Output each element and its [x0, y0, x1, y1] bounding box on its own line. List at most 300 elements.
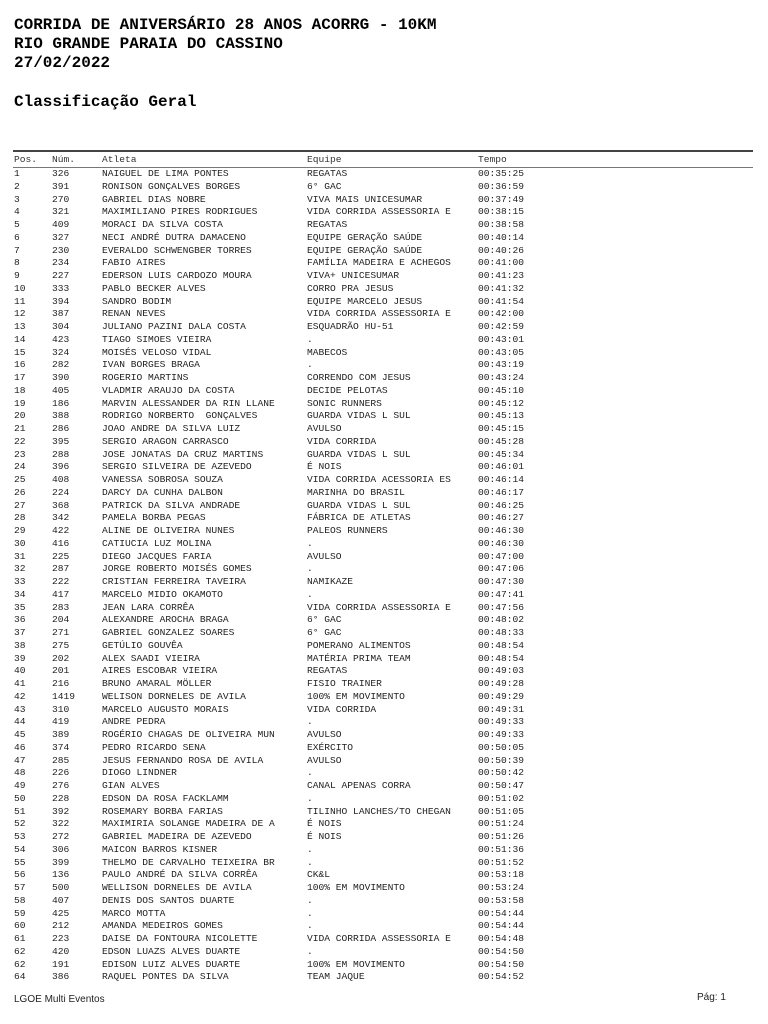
cell-number: 391	[52, 180, 70, 192]
cell-team: FISIO TRAINER	[307, 678, 382, 689]
cell-time: 00:48:33	[478, 627, 525, 638]
cell-number: 419	[52, 716, 70, 728]
cell-athlete: TIAGO SIMOES VIEIRA	[102, 333, 212, 345]
cell-number: 409	[52, 219, 70, 230]
cell-athlete: ALINE DE OLIVEIRA NUNES	[102, 525, 235, 536]
cell-time: 00:50:42	[478, 767, 525, 779]
cell-team: .	[307, 359, 313, 371]
cell-number: 420	[52, 945, 70, 957]
cell-athlete: PABLO BECKER ALVES	[102, 282, 206, 294]
table-row	[14, 461, 754, 474]
cell-team: EXÉRCITO	[307, 741, 354, 753]
cell-time: 00:46:30	[478, 537, 525, 549]
cell-time: 00:41:32	[478, 282, 525, 294]
cell-position: 50	[14, 792, 26, 804]
cell-position: 30	[14, 537, 26, 549]
cell-team: EQUIPE GERAÇÃO SAÚDE	[307, 231, 423, 243]
cell-team: ESQUADRÃO HU-51	[307, 321, 394, 332]
cell-time: 00:54:52	[478, 971, 525, 983]
table-row	[14, 334, 754, 347]
table-row	[14, 857, 754, 870]
cell-team: .	[307, 792, 313, 804]
cell-position: 35	[14, 601, 26, 613]
cell-position: 16	[14, 359, 26, 371]
cell-position: 24	[14, 461, 26, 473]
cell-team: MARINHA DO BRASIL	[307, 486, 405, 498]
cell-team: VIDA CORRIDA ASSESSORIA E	[307, 601, 451, 613]
footer-organizer: LGOE Multi Eventos	[14, 994, 105, 1005]
cell-position: 21	[14, 423, 26, 434]
cell-team: TILINHO LANCHES/TO CHEGAN	[307, 805, 451, 817]
cell-athlete: WELISON DORNELES DE AVILA	[102, 690, 246, 702]
table-row	[14, 614, 754, 627]
cell-team: 100% EM MOVIMENTO	[307, 690, 405, 702]
cell-athlete: WELLISON DORNELES DE AVILA	[102, 882, 252, 893]
cell-team: .	[307, 588, 313, 600]
cell-number: 342	[52, 512, 70, 524]
cell-team: AVULSO	[307, 754, 342, 766]
cell-team: VIDA CORRIDA ACESSORIA ES	[307, 474, 451, 485]
cell-athlete: JULIANO PAZINI DALA COSTA	[102, 321, 246, 332]
cell-number: 287	[52, 563, 70, 575]
cell-athlete: AIRES ESCOBAR VIEIRA	[102, 665, 218, 677]
cell-position: 5	[14, 219, 20, 230]
table-row	[14, 525, 754, 538]
cell-position: 7	[14, 244, 20, 256]
cell-team: .	[307, 894, 313, 906]
table-row	[14, 665, 754, 678]
event-date: 27/02/2022	[14, 54, 111, 72]
cell-team: NAMIKAZE	[307, 576, 354, 587]
cell-time: 00:40:26	[478, 244, 525, 256]
table-row	[14, 436, 754, 449]
cell-position: 1	[14, 168, 20, 179]
cell-number: 416	[52, 537, 70, 549]
cell-athlete: ROGERIO MARTINS	[102, 372, 189, 383]
cell-athlete: VANESSA SOBROSA SOUZA	[102, 474, 223, 485]
results-table	[14, 152, 754, 984]
cell-team: .	[307, 843, 313, 855]
cell-position: 6	[14, 231, 20, 243]
cell-athlete: MARCELO MIDIO OKAMOTO	[102, 588, 223, 600]
cell-time: 00:51:05	[478, 805, 525, 817]
cell-team: GUARDA VIDAS L SUL	[307, 499, 411, 511]
cell-time: 00:54:44	[478, 907, 525, 919]
table-row	[14, 767, 754, 780]
table-row	[14, 716, 754, 729]
cell-team: 6° GAC	[307, 614, 342, 626]
cell-time: 00:46:27	[478, 512, 525, 524]
cell-number: 283	[52, 601, 70, 613]
table-row	[14, 194, 754, 207]
table-row	[14, 640, 754, 653]
cell-position: 48	[14, 767, 26, 779]
cell-time: 00:53:18	[478, 869, 525, 881]
table-row	[14, 245, 754, 258]
cell-time: 00:51:36	[478, 843, 525, 855]
cell-number: 228	[52, 792, 70, 804]
cell-position: 26	[14, 486, 26, 498]
table-row	[14, 882, 754, 895]
cell-athlete: VLADMIR ARAUJO DA COSTA	[102, 384, 235, 396]
cell-number: 333	[52, 282, 70, 294]
cell-number: 271	[52, 627, 70, 638]
cell-team: .	[307, 767, 313, 779]
table-row	[14, 844, 754, 857]
column-header-position: Pos.	[14, 154, 38, 165]
table-row	[14, 895, 754, 908]
cell-position: 10	[14, 282, 26, 294]
cell-time: 00:47:41	[478, 588, 525, 600]
cell-team: CANAL APENAS CORRA	[307, 780, 411, 791]
cell-athlete: NECI ANDRÉ DUTRA DAMACENO	[102, 231, 246, 243]
cell-team: TEAM JAQUE	[307, 971, 365, 983]
cell-team: GUARDA VIDAS L SUL	[307, 448, 411, 460]
table-row	[14, 933, 754, 946]
cell-number: 212	[52, 920, 70, 932]
cell-position: 51	[14, 805, 26, 817]
cell-number: 1419	[52, 690, 76, 702]
cell-time: 00:45:15	[478, 423, 525, 434]
table-row	[14, 512, 754, 525]
cell-time: 00:46:25	[478, 499, 525, 511]
column-header-team: Equipe	[307, 154, 342, 165]
cell-athlete: GIAN ALVES	[102, 780, 160, 791]
cell-athlete: SANDRO BODIM	[102, 295, 172, 307]
cell-team: AVULSO	[307, 550, 342, 562]
cell-team: VIDA CORRIDA	[307, 435, 377, 447]
cell-team: PALEOS RUNNERS	[307, 525, 388, 536]
cell-athlete: MORACI DA SILVA COSTA	[102, 219, 223, 230]
cell-number: 422	[52, 525, 70, 536]
cell-time: 00:43:19	[478, 359, 525, 371]
table-row	[14, 321, 754, 334]
cell-number: 322	[52, 818, 70, 830]
cell-time: 00:54:48	[478, 933, 525, 944]
table-row	[14, 869, 754, 882]
cell-position: 62	[14, 945, 26, 957]
cell-team: POMERANO ALIMENTOS	[307, 639, 411, 651]
cell-athlete: ALEX SAADI VIEIRA	[102, 652, 200, 664]
cell-team: REGATAS	[307, 168, 348, 179]
cell-number: 388	[52, 410, 70, 422]
cell-time: 00:46:17	[478, 486, 525, 498]
cell-position: 18	[14, 384, 26, 396]
cell-time: 00:43:01	[478, 333, 525, 345]
cell-time: 00:45:10	[478, 384, 525, 396]
cell-number: 276	[52, 780, 70, 791]
cell-number: 288	[52, 448, 70, 460]
table-row	[14, 678, 754, 691]
cell-team: VIVA MAIS UNICESUMAR	[307, 193, 423, 205]
cell-team: CK&L	[307, 869, 331, 881]
cell-time: 00:48:02	[478, 614, 525, 626]
cell-team: .	[307, 537, 313, 549]
cell-position: 38	[14, 639, 26, 651]
cell-number: 310	[52, 703, 70, 715]
cell-athlete: FABIO AIRES	[102, 257, 166, 269]
table-row	[14, 971, 754, 984]
table-row	[14, 500, 754, 513]
cell-time: 00:37:49	[478, 193, 525, 205]
cell-position: 13	[14, 321, 26, 332]
cell-time: 00:43:24	[478, 372, 525, 383]
cell-number: 389	[52, 729, 70, 740]
cell-athlete: MOISÉS VELOSO VIDAL	[102, 346, 212, 358]
cell-time: 00:47:00	[478, 550, 525, 562]
table-row	[14, 589, 754, 602]
cell-time: 00:50:47	[478, 780, 525, 791]
cell-team: .	[307, 716, 313, 728]
table-row	[14, 831, 754, 844]
cell-time: 00:54:44	[478, 920, 525, 932]
cell-athlete: MAICON BARROS KISNER	[102, 843, 218, 855]
cell-number: 321	[52, 206, 70, 218]
table-row	[14, 347, 754, 360]
cell-position: 62	[14, 958, 26, 970]
cell-athlete: AMANDA MEDEIROS GOMES	[102, 920, 223, 932]
cell-position: 64	[14, 971, 26, 983]
cell-time: 00:49:33	[478, 729, 525, 740]
cell-position: 36	[14, 614, 26, 626]
cell-number: 407	[52, 894, 70, 906]
cell-team: AVULSO	[307, 729, 342, 740]
cell-number: 395	[52, 435, 70, 447]
table-row	[14, 946, 754, 959]
cell-team: REGATAS	[307, 219, 348, 230]
cell-position: 27	[14, 499, 26, 511]
cell-time: 00:46:14	[478, 474, 525, 485]
cell-number: 222	[52, 576, 70, 587]
table-row	[14, 780, 754, 793]
column-header-number: Núm.	[52, 154, 76, 165]
cell-number: 423	[52, 333, 70, 345]
cell-team: .	[307, 563, 313, 575]
cell-athlete: PATRICK DA SILVA ANDRADE	[102, 499, 241, 511]
cell-time: 00:46:01	[478, 461, 525, 473]
cell-time: 00:47:30	[478, 576, 525, 587]
table-row	[14, 627, 754, 640]
cell-athlete: PAMELA BORBA PEGAS	[102, 512, 206, 524]
cell-position: 15	[14, 346, 26, 358]
cell-athlete: EDSON DA ROSA FACKLAMM	[102, 792, 229, 804]
cell-number: 282	[52, 359, 70, 371]
cell-athlete: DIEGO JACQUES FARIA	[102, 550, 212, 562]
cell-position: 3	[14, 193, 20, 205]
cell-number: 225	[52, 550, 70, 562]
cell-position: 32	[14, 563, 26, 575]
table-row	[14, 755, 754, 768]
cell-team: .	[307, 920, 313, 932]
cell-athlete: DAISE DA FONTOURA NICOLETTE	[102, 933, 258, 944]
cell-athlete: DIOGO LINDNER	[102, 767, 177, 779]
cell-athlete: RAQUEL PONTES DA SILVA	[102, 971, 229, 983]
cell-position: 8	[14, 257, 20, 269]
table-row	[14, 538, 754, 551]
cell-athlete: GABRIEL MADEIRA DE AZEVEDO	[102, 831, 252, 842]
table-row	[14, 423, 754, 436]
cell-time: 00:50:05	[478, 741, 525, 753]
cell-position: 57	[14, 882, 26, 893]
cell-time: 00:45:13	[478, 410, 525, 422]
cell-athlete: RODRIGO NORBERTO GONÇALVES	[102, 410, 258, 422]
cell-number: 234	[52, 257, 70, 269]
cell-team: .	[307, 945, 313, 957]
table-row	[14, 551, 754, 564]
cell-time: 00:53:58	[478, 894, 525, 906]
cell-time: 00:47:06	[478, 563, 525, 575]
cell-team: É NOIS	[307, 818, 342, 830]
cell-number: 136	[52, 869, 70, 881]
cell-position: 4	[14, 206, 20, 218]
cell-position: 34	[14, 588, 26, 600]
cell-position: 14	[14, 333, 26, 345]
cell-number: 394	[52, 295, 70, 307]
cell-time: 00:49:33	[478, 716, 525, 728]
cell-time: 00:45:34	[478, 448, 525, 460]
cell-athlete: EDERSON LUIS CARDOZO MOURA	[102, 270, 252, 281]
cell-team: VIVA+ UNICESUMAR	[307, 270, 400, 281]
cell-athlete: MAXIMILIANO PIRES RODRIGUES	[102, 206, 258, 218]
cell-position: 20	[14, 410, 26, 422]
cell-athlete: MAXIMIRIA SOLANGE MADEIRA DE A	[102, 818, 275, 830]
cell-position: 52	[14, 818, 26, 830]
cell-team: EQUIPE MARCELO JESUS	[307, 295, 423, 307]
cell-position: 22	[14, 435, 26, 447]
cell-number: 201	[52, 665, 70, 677]
event-title: CORRIDA DE ANIVERSÁRIO 28 ANOS ACORRG - 10KM	[14, 16, 437, 34]
cell-number: 390	[52, 372, 70, 383]
table-row	[14, 257, 754, 270]
cell-number: 326	[52, 168, 70, 179]
cell-position: 53	[14, 831, 26, 842]
cell-athlete: CATIUCIA LUZ MOLINA	[102, 537, 212, 549]
cell-position: 46	[14, 741, 26, 753]
event-location: RIO GRANDE PARAIA DO CASSINO	[14, 35, 283, 53]
cell-time: 00:51:02	[478, 792, 525, 804]
cell-athlete: CRISTIAN FERREIRA TAVEIRA	[102, 576, 246, 587]
cell-athlete: MARVIN ALESSANDER DA RIN LLANE	[102, 397, 275, 409]
table-row	[14, 742, 754, 755]
cell-team: .	[307, 856, 313, 868]
cell-athlete: SERGIO SILVEIRA DE AZEVEDO	[102, 461, 252, 473]
cell-athlete: JESUS FERNANDO ROSA DE AVILA	[102, 754, 264, 766]
cell-number: 186	[52, 397, 70, 409]
cell-time: 00:49:31	[478, 703, 525, 715]
cell-position: 9	[14, 270, 20, 281]
cell-number: 500	[52, 882, 70, 893]
cell-time: 00:51:26	[478, 831, 525, 842]
table-row	[14, 474, 754, 487]
cell-number: 392	[52, 805, 70, 817]
cell-number: 223	[52, 933, 70, 944]
table-row	[14, 168, 754, 181]
cell-position: 39	[14, 652, 26, 664]
cell-time: 00:48:54	[478, 639, 525, 651]
cell-time: 00:54:50	[478, 958, 525, 970]
cell-time: 00:36:59	[478, 180, 525, 192]
cell-position: 19	[14, 397, 26, 409]
cell-position: 44	[14, 716, 26, 728]
table-row	[14, 410, 754, 423]
cell-athlete: NAIGUEL DE LIMA PONTES	[102, 168, 229, 179]
table-row	[14, 920, 754, 933]
cell-athlete: MARCELO AUGUSTO MORAIS	[102, 703, 229, 715]
table-row	[14, 449, 754, 462]
cell-position: 37	[14, 627, 26, 638]
cell-number: 226	[52, 767, 70, 779]
column-header-athlete: Atleta	[102, 154, 137, 165]
cell-position: 61	[14, 933, 26, 944]
cell-time: 00:49:29	[478, 690, 525, 702]
cell-athlete: GABRIEL DIAS NOBRE	[102, 193, 206, 205]
table-row	[14, 818, 754, 831]
cell-number: 202	[52, 652, 70, 664]
cell-team: MABECOS	[307, 346, 348, 358]
cell-position: 31	[14, 550, 26, 562]
cell-number: 425	[52, 907, 70, 919]
cell-athlete: PEDRO RICARDO SENA	[102, 741, 206, 753]
cell-position: 54	[14, 843, 26, 855]
cell-athlete: ANDRE PEDRA	[102, 716, 166, 728]
cell-position: 42	[14, 690, 26, 702]
cell-team: AVULSO	[307, 423, 342, 434]
cell-team: EQUIPE GERAÇÃO SAÚDE	[307, 244, 423, 256]
cell-position: 43	[14, 703, 26, 715]
cell-number: 191	[52, 958, 70, 970]
cell-number: 204	[52, 614, 70, 626]
cell-time: 00:48:54	[478, 652, 525, 664]
cell-position: 40	[14, 665, 26, 677]
cell-team: CORRENDO COM JESUS	[307, 372, 411, 383]
table-row	[14, 359, 754, 372]
cell-number: 417	[52, 588, 70, 600]
cell-position: 29	[14, 525, 26, 536]
cell-number: 270	[52, 193, 70, 205]
cell-number: 286	[52, 423, 70, 434]
cell-time: 00:41:23	[478, 270, 525, 281]
cell-position: 58	[14, 894, 26, 906]
table-row	[14, 206, 754, 219]
cell-position: 55	[14, 856, 26, 868]
cell-time: 00:49:03	[478, 665, 525, 677]
table-row	[14, 308, 754, 321]
cell-athlete: DARCY DA CUNHA DALBON	[102, 486, 223, 498]
cell-number: 272	[52, 831, 70, 842]
table-row	[14, 270, 754, 283]
cell-athlete: JOAO ANDRE DA SILVA LUIZ	[102, 423, 241, 434]
cell-team: É NOIS	[307, 461, 342, 473]
cell-time: 00:38:15	[478, 206, 525, 218]
cell-number: 374	[52, 741, 70, 753]
section-title: Classificação Geral	[14, 93, 197, 111]
cell-position: 33	[14, 576, 26, 587]
table-row	[14, 959, 754, 972]
cell-time: 00:41:00	[478, 257, 525, 269]
cell-team: DECIDE PELOTAS	[307, 384, 388, 396]
cell-athlete: IVAN BORGES BRAGA	[102, 359, 200, 371]
cell-position: 23	[14, 448, 26, 460]
cell-time: 00:47:56	[478, 601, 525, 613]
cell-team: FÁBRICA DE ATLETAS	[307, 512, 411, 524]
cell-number: 386	[52, 971, 70, 983]
table-row	[14, 385, 754, 398]
cell-number: 327	[52, 231, 70, 243]
cell-number: 399	[52, 856, 70, 868]
table-row	[14, 563, 754, 576]
table-row	[14, 793, 754, 806]
column-header-time: Tempo	[478, 154, 507, 165]
